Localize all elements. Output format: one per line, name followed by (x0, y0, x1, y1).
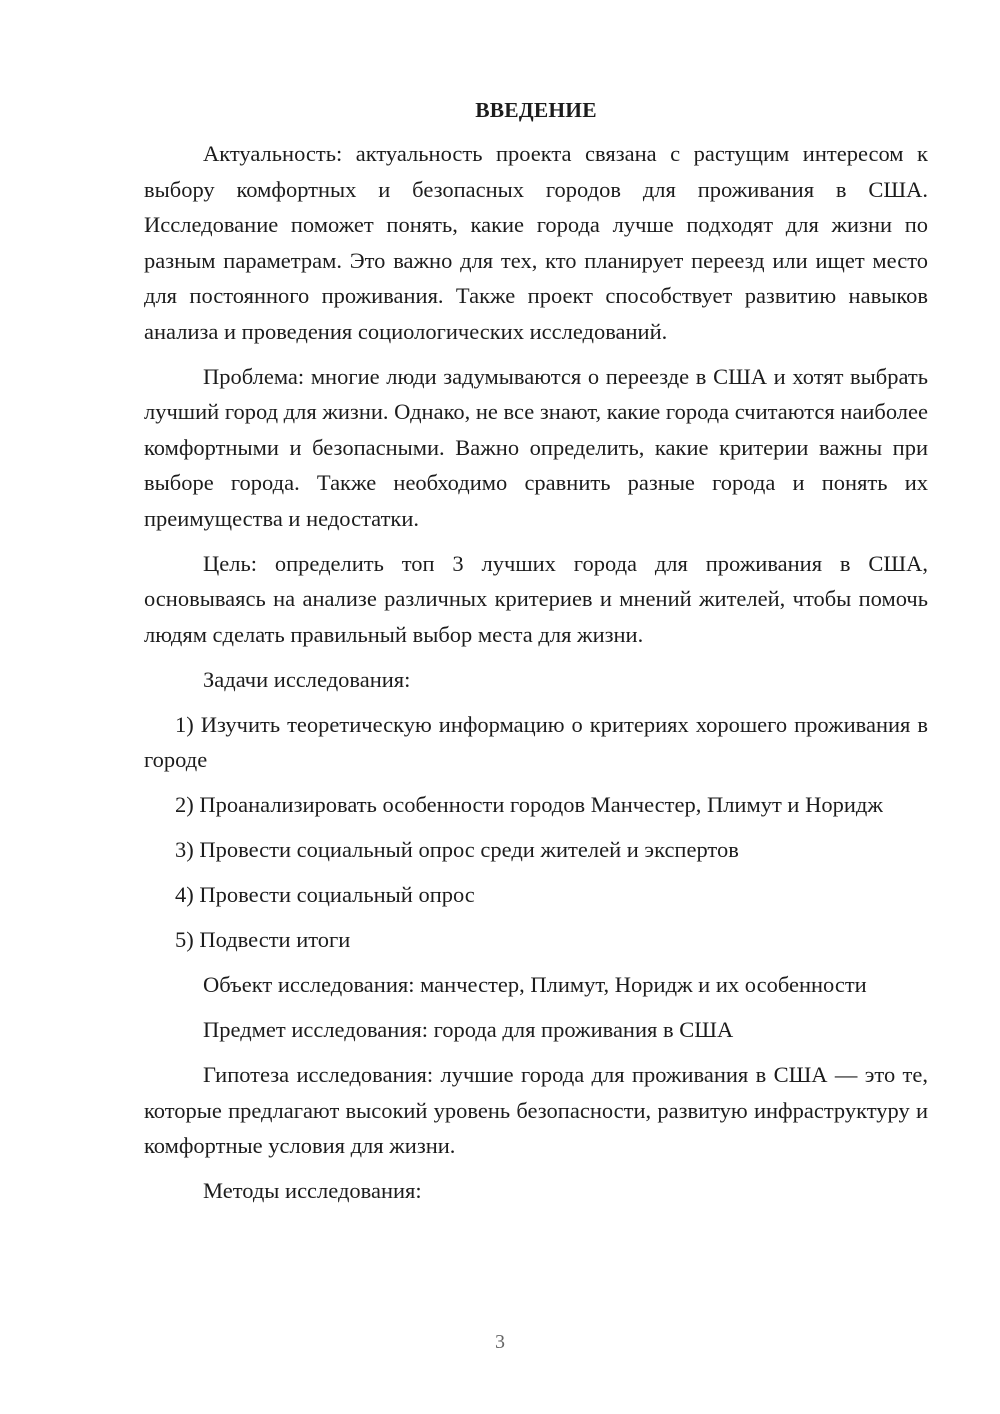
page-number: 3 (495, 1331, 505, 1353)
task-item-5: 5) Подвести итоги (175, 927, 351, 952)
paragraph-object: Объект исследования: манчестер, Плимут, Норидж и их особенности (203, 972, 867, 997)
task-item-3: 3) Провести социальный опрос среди жителей и экспертов (175, 837, 739, 862)
task-item-4: 4) Провести социальный опрос (175, 882, 475, 907)
section-title: ВВЕДЕНИЕ (475, 98, 597, 122)
task-item-1: 1) Изучить теоретическую информацию о критериях хорошего проживания в городе (144, 711, 928, 772)
paragraph-relevance: Актуальность: актуальность проекта связана с растущим интересом к выбору комфортных и безопасных городов для проживания в США. Исследование поможет понять, какие города лучше подходят для жизни по разным параметрам. Это важно для тех, кто планирует переезд или ищет место для постоянного проживания. Также проект способствует развитию навыков анализа и проведения социологических исследований. (144, 141, 928, 344)
paragraph-hypothesis: Гипотеза исследования: лучшие города для проживания в США — это те, которые предлагают высокий уровень безопасности, развитую инфраструктуру и комфортные условия для жизни. (144, 1062, 928, 1158)
document-page (144, 94, 928, 1218)
paragraph-goal: Цель: определить топ 3 лучших города для проживания в США, основываясь на анализе различных критериев и мнений жителей, чтобы помочь людям сделать правильный выбор места для жизни. (144, 550, 928, 647)
task-item-2: 2) Проанализировать особенности городов Манчестер, Плимут и Норидж (175, 792, 883, 817)
paragraph-subject: Предмет исследования: города для проживания в США (203, 1017, 734, 1042)
paragraph-problem: Проблема: многие люди задумываются о переезде в США и хотят выбрать лучший город для жизни. Однако, не все знают, какие города считаются наиболее комфортными и безопасными. Важно определить, какие критерии важны при выборе города. Также необходимо сравнить разные города и понять их преимущества и недостатки. (144, 363, 928, 531)
tasks-heading: Задачи исследования: (203, 666, 411, 692)
methods-heading: Методы исследования: (203, 1178, 422, 1203)
